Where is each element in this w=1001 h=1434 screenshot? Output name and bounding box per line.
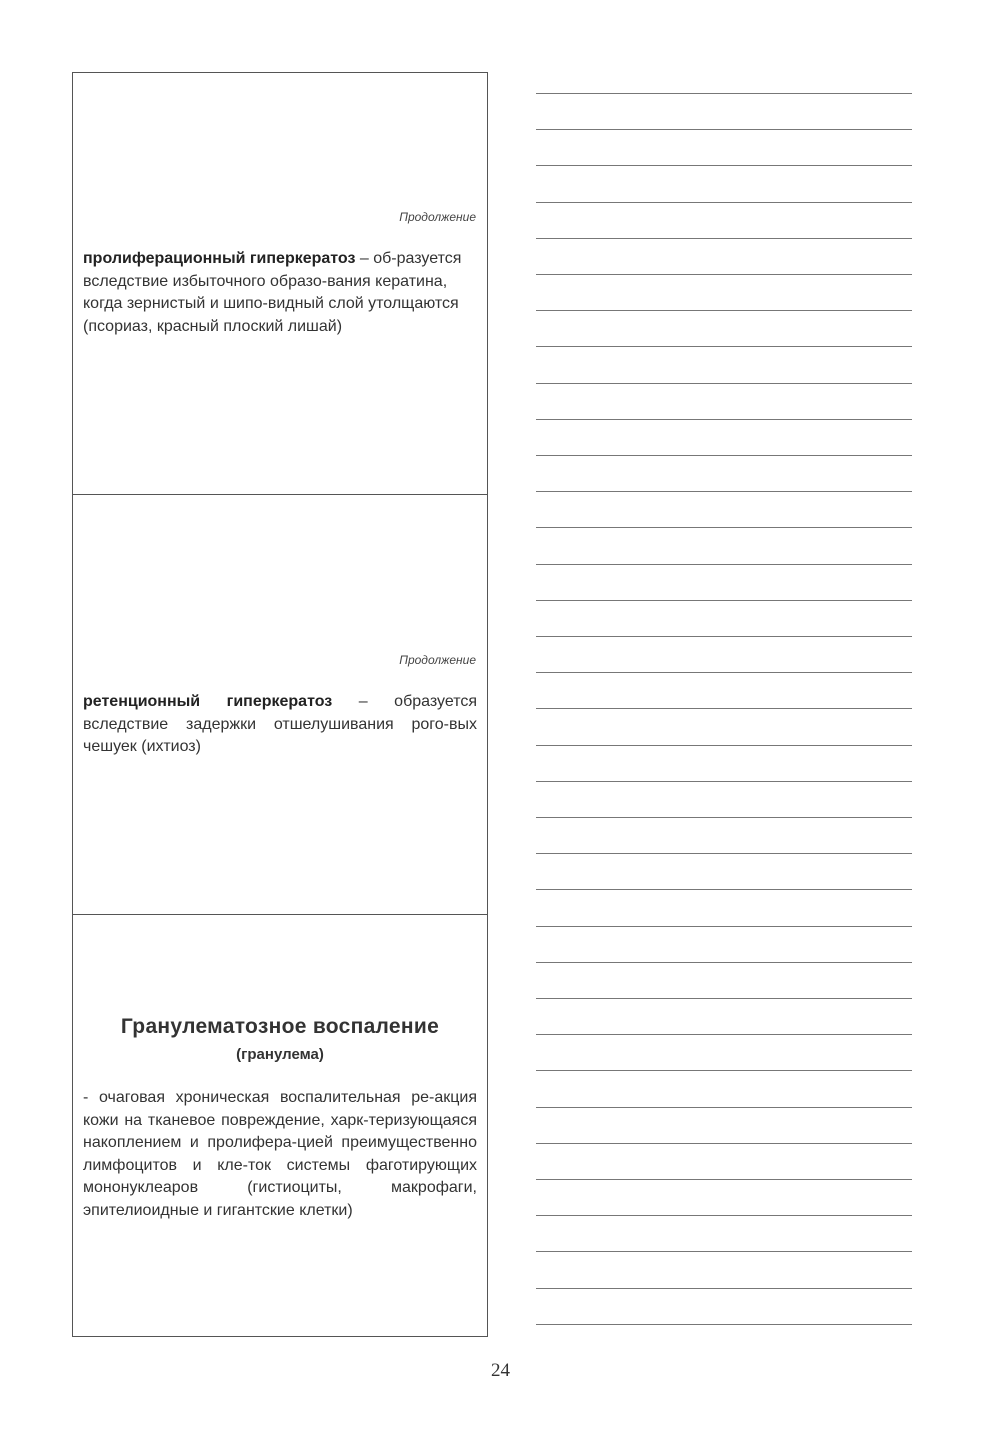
note-line (536, 745, 912, 746)
card-proliferative-hyperkeratosis (73, 73, 487, 494)
note-line (536, 491, 912, 492)
note-line (536, 129, 912, 130)
note-line (536, 346, 912, 347)
card-definition (83, 691, 477, 759)
note-line (536, 1288, 912, 1289)
note-line (536, 926, 912, 927)
continuation-label: Продолжение (399, 653, 476, 667)
note-line (536, 817, 912, 818)
page-number: 24 (491, 1360, 510, 1381)
flashcard-column (72, 72, 488, 1337)
note-line (536, 853, 912, 854)
card-retention-hyperkeratosis (73, 494, 487, 914)
note-line (536, 383, 912, 384)
card-subtitle: (гранулема) (236, 1046, 324, 1063)
note-line (536, 998, 912, 999)
note-line (536, 310, 912, 311)
term-heading: пролиферационный гиперкератоз (83, 250, 356, 267)
card-title: Гранулематозное воспаление (120, 1015, 440, 1038)
note-line (536, 1251, 912, 1252)
card-definition (83, 248, 477, 338)
note-line (536, 1215, 912, 1216)
note-line (536, 600, 912, 601)
note-line (536, 636, 912, 637)
note-line (536, 672, 912, 673)
continuation-label: Продолжение (399, 210, 476, 224)
note-line (536, 274, 912, 275)
note-line (536, 781, 912, 782)
card-granulomatous-inflammation (73, 914, 487, 1337)
note-line (536, 1179, 912, 1180)
note-line (536, 889, 912, 890)
note-line (536, 564, 912, 565)
note-line (536, 455, 912, 456)
note-line (536, 1143, 912, 1144)
note-line (536, 527, 912, 528)
note-line (536, 1070, 912, 1071)
term-heading: ретенционный гиперкератоз (83, 693, 333, 710)
note-line (536, 1324, 912, 1325)
note-line (536, 238, 912, 239)
term-definition: – об-разуется вследствие избыточного образо-вания кератина, когда зернистый и шипо-видный слой утолщаются (псориаз, красный плоский лишай) (83, 250, 462, 335)
term-definition: – образуется вследствие задержки отшелушивания рого-вых чешуек (ихтиоз) (83, 693, 477, 755)
note-line (536, 708, 912, 709)
note-line (536, 93, 912, 94)
note-line (536, 202, 912, 203)
note-line (536, 1034, 912, 1035)
note-line (536, 165, 912, 166)
note-line (536, 962, 912, 963)
note-line (536, 419, 912, 420)
note-line (536, 1107, 912, 1108)
card-definition: - очаговая хроническая воспалительная ре-акция кожи на тканевое повреждение, харк-теризующаяся накоплением и пролифера-цией преимущественно лимфоцитов и кле-ток системы фаготирующих мононуклеаров (гистиоциты, макрофаги, эпителиоидные и гигантские клетки) (83, 1089, 477, 1219)
